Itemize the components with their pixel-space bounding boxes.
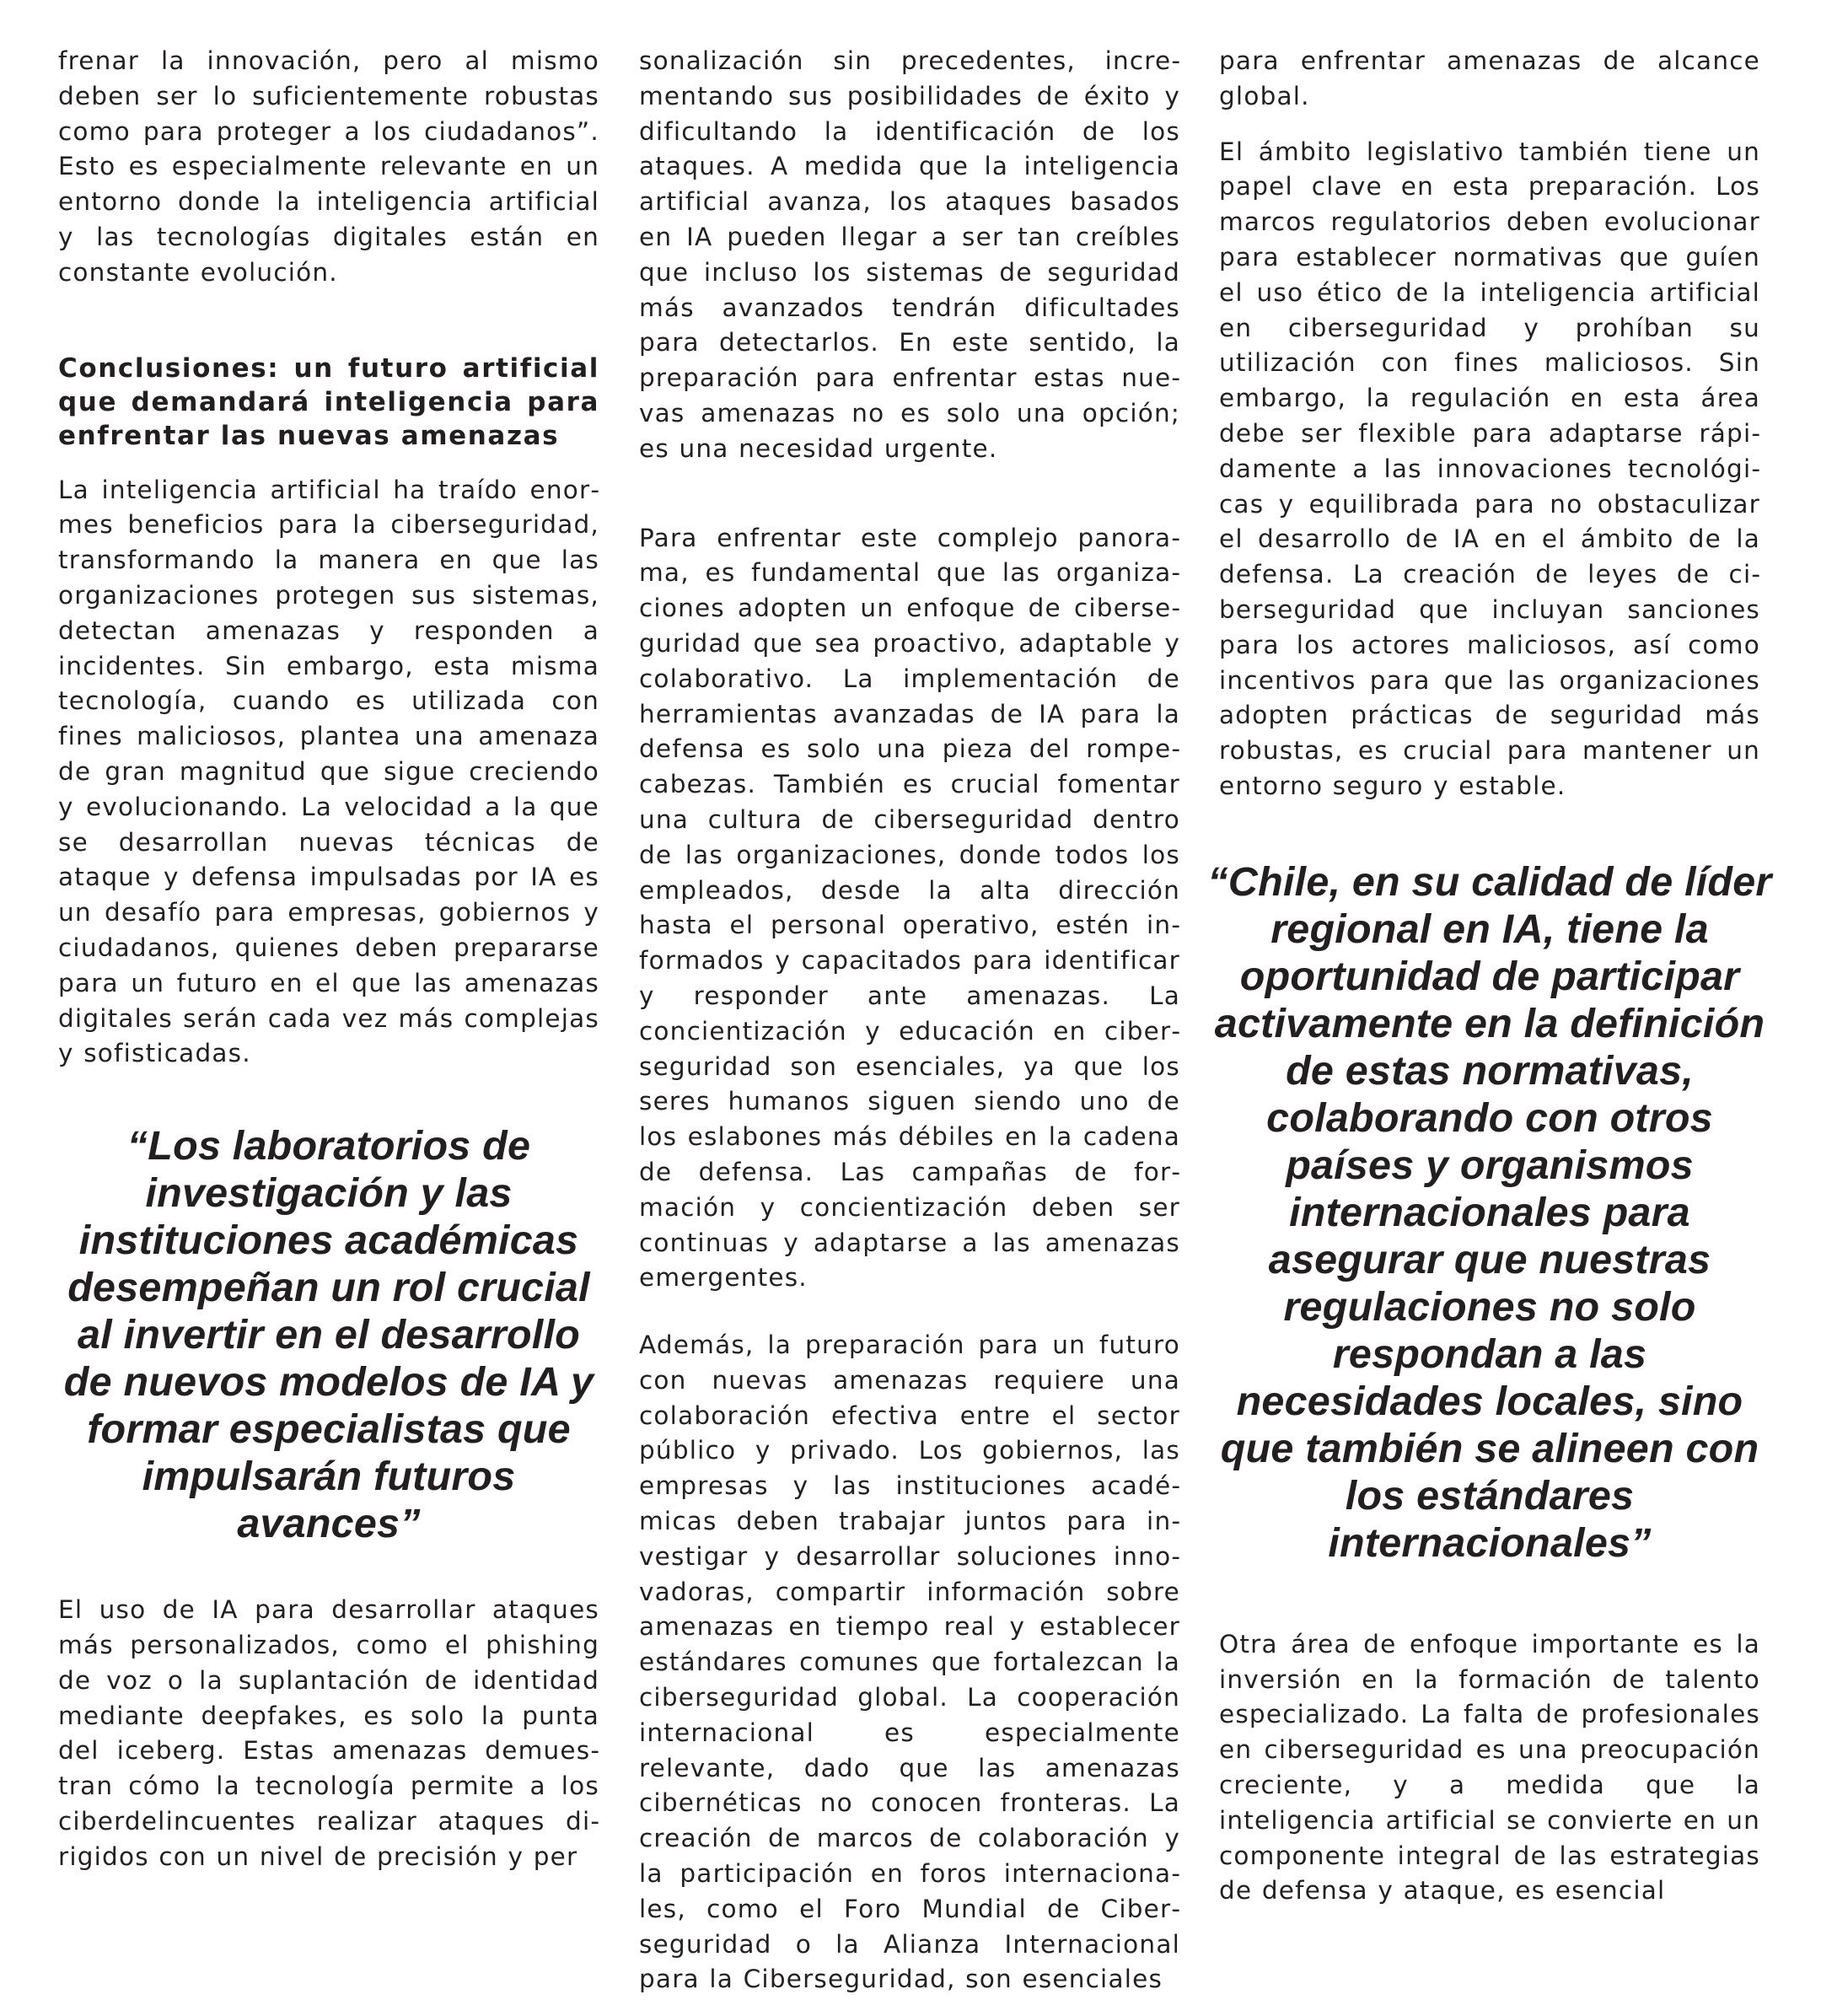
body-paragraph: Además, la preparación para un futuro con nuevas amenazas requiere una colaboración efectiva entre el sector público y privado. Los gobiernos, las empresas y las instituciones académicas deben trabajar juntos para investigar y desarrollar soluciones innovadoras, compartir información sobre amenazas en tiempo real y establecer estándares comunes que fortalezcan la ciberseguridad global. La cooperación internacional es especialmente relevante, dado que las amenazas cibernéticas no conocen fronteras. La creación de marcos de colaboración y la participación en foros internacionales, como el Foro Mundial de Ciberseguridad o la Alianza Internacional para la Ciberseguridad, son esenciales xyxy=(639,1331,1180,1994)
body-paragraph: para enfrentar amenazas de alcance global. xyxy=(1219,46,1760,110)
body-paragraph: sonalización sin precedentes, incrementando sus posibilidades de éxito y dificultando la identificación de los ataques. A medida que la inteligencia artificial avanza, los ataques basados en IA pueden llegar a ser tan creíbles que incluso los sistemas de seguridad más avanzados tendrán dificultades para detectarlos. En este sentido, la preparación para enfrentar estas nuevas amenazas no es solo una opción; es una necesidad urgente. xyxy=(639,46,1180,463)
body-paragraph: Otra área de enfoque importante es la inversión en la formación de talento especializado. La falta de profesionales en ciberseguridad es una preocupación creciente, y a medida que la inteligencia artificial se convierte en un componente integral de las estrategias de defensa y ataque, es esencial xyxy=(1219,1629,1760,1906)
body-paragraph: El ámbito legislativo también tiene un papel clave en esta preparación. Los marcos regulatorios deben evolucionar para establecer normativas que guíen el uso ético de la inteligencia artificial en ciberseguridad y prohíban su utilización con fines maliciosos. Sin embargo, la regulación en esta área debe ser flexible para adaptarse rápidamente a las innovaciones tecnológicas y equilibrada para no obstaculizar el desarrollo de IA en el ámbito de la defensa. La creación de leyes de ciberseguridad que incluyan sanciones para los actores maliciosos, así como incentivos para que las organizaciones adopten prácticas de seguridad más robustas, es crucial para mantener un entorno seguro y estable. xyxy=(1219,137,1760,800)
pull-quote: “Los laboratorios de investigación y las instituciones académicas desempeñan un rol crucial al invertir en el desarrollo de nuevos modelos de IA y formar especialistas que impulsarán futuros avances” xyxy=(63,1123,594,1547)
text-column-2 xyxy=(639,44,1180,1997)
pull-quote: “Chile, en su calidad de líder regional en IA, tiene la oportunidad de participar activamente en la definición de estas normativas, colaborando con otros países y organismos internacionales para asegurar que nuestras regulaciones no solo respondan a las necesidades locales, sino que también se alineen con los estándares internacionales” xyxy=(1207,858,1772,1566)
text-column-3 xyxy=(1207,44,1772,1909)
body-paragraph: El uso de IA para desarrollar ataques más personalizados, como el phishing de voz o la suplantación de identidad mediante deepfakes, es solo la punta del iceberg. Estas amenazas demuestran cómo la tecnología permite a los ciberdelincuentes realizar ataques dirigidos con un nivel de precisión y per xyxy=(58,1595,599,1871)
body-paragraph: Para enfrentar este complejo panorama, es fundamental que las organizaciones adopten un enfoque de ciberseguridad que sea proactivo, adaptable y colaborativo. La implementación de herramientas avanzadas de IA para la defensa es solo una pieza del rompecabezas. También es crucial fomentar una cultura de ciberseguridad dentro de las organizaciones, donde todos los empleados, desde la alta dirección hasta el personal operativo, estén informados y capacitados para identificar y responder ante amenazas. La concientización y educación en ciberseguridad son esenciales, ya que los seres humanos siguen siendo uno de los eslabones más débiles en la cadena de defensa. Las campañas de formación y concientización deben ser continuas y adaptarse a las amenazas emergentes. xyxy=(639,523,1180,1293)
body-paragraph: La inteligencia artificial ha traído enormes beneficios para la ciberseguridad, transformando la manera en que las organizaciones protegen sus sistemas, detectan amenazas y responden a incidentes. Sin embargo, esta misma tecnología, cuando es utilizada con fines maliciosos, plantea una amenaza de gran magnitud que sigue creciendo y evolucionando. La velocidad a la que se desarrollan nuevas técnicas de ataque y defensa impulsadas por IA es un desafío para empresas, gobiernos y ciudadanos, quienes deben prepararse para un futuro en el que las amenazas digitales serán cada vez más complejas y sofisticadas. xyxy=(58,475,599,1068)
body-paragraph: frenar la innovación, pero al mismo deben ser lo suficientemente robustas como para proteger a los ciudadanos”. Esto es especialmente relevante en un entorno donde la inteligencia artificial y las tecnologías digitales están en constante evolución. xyxy=(58,46,599,287)
text-column-1 xyxy=(58,44,599,1875)
section-heading: Conclusiones: un futuro artificial que demandará inteligencia para enfrentar las nuevas amenazas xyxy=(58,352,599,451)
